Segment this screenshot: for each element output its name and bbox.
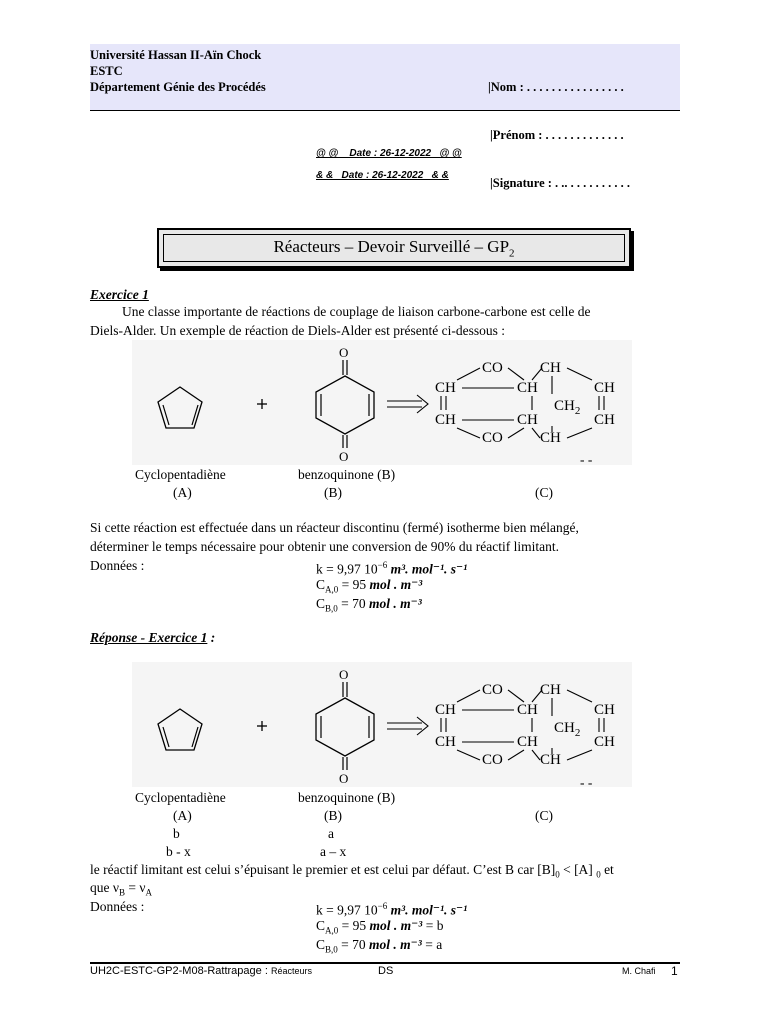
moles-b-remaining: a – x: [320, 844, 347, 859]
product-ch-5: CH: [517, 412, 538, 428]
product-co-top: CO: [482, 682, 503, 698]
reaction-scheme-response: [132, 662, 632, 787]
initial-concentration-a-response: $C_{A,0} = 95$ mol . m⁻³ = b: [316, 918, 444, 936]
department-name: Département Génie des Procédés: [90, 80, 266, 94]
product-ch-5: CH: [517, 734, 538, 750]
footer-course-code: UH2C-ESTC-GP2-M08-Rattrapage : Réacteurs: [90, 965, 312, 977]
label-benzoquinone: benzoquinone (B): [298, 467, 396, 482]
limiting-reactant-line-1: le réactif limitant est celui s’épuisant le premier et est celui par défaut. C’est B car $[B]_0 < [A]$ $_0$ et: [90, 862, 614, 880]
product-ch-2: CH: [517, 702, 538, 718]
product-co-bottom: CO: [482, 430, 503, 446]
date-line-1: @ @ Date : 26-12-2022 @ @: [316, 148, 462, 159]
label-cyclopentadiene-response: Cyclopentadiène: [135, 790, 226, 805]
product-ch-6: CH: [594, 734, 615, 750]
oxygen-top: O: [339, 345, 349, 360]
product-ch-6: CH: [594, 412, 615, 428]
name-field: |Nom : . . . . . . . . . . . . . . . .: [488, 80, 624, 94]
page-number: 1: [671, 964, 678, 978]
product-ch-1: CH: [435, 702, 456, 718]
label-a-response: (A): [173, 808, 192, 823]
footer-type: DS: [378, 965, 394, 977]
exercise-heading: Exercice 1: [90, 287, 149, 302]
header-fields: [488, 47, 630, 207]
signature-field: |Signature : . .. . . . . . . . . . .: [490, 176, 631, 190]
oxygen-bottom: O: [339, 449, 349, 464]
product-ch-3: CH: [594, 702, 615, 718]
firstname-field: |Prénom : . . . . . . . . . . . . .: [490, 128, 624, 142]
page-title: Réacteurs – Devoir Surveillé – $GP_2$: [273, 236, 515, 260]
product-ch2: $CH_2$: [554, 398, 581, 417]
header-institution: [90, 47, 266, 95]
label-c: (C): [535, 485, 553, 500]
rate-constant-response: k = 9,97 $10^{-6}$ m³. mol⁻¹. s⁻¹: [316, 901, 468, 918]
moles-a-remaining: b - x: [166, 844, 191, 859]
university-name: Université Hassan II-Aïn Chock: [90, 48, 262, 62]
data-label: Données :: [90, 558, 145, 573]
question-line-1: Si cette réaction est effectuée dans un réacteur discontinu (fermé) isotherme bien mélangé,: [90, 520, 579, 535]
initial-concentration-b-response: $C_{B,0} = 70$ mol . m⁻³ = a: [316, 937, 443, 955]
product-marker: - -: [580, 452, 593, 467]
product-ch2: $CH_2$: [554, 720, 581, 739]
label-benzoquinone-response: benzoquinone (B): [298, 790, 396, 805]
product-ch-bottom: CH: [540, 752, 561, 768]
product-co-bottom: CO: [482, 752, 503, 768]
response-heading: Réponse - Exercice 1 :: [90, 630, 216, 645]
product-ch-3: CH: [594, 380, 615, 396]
moles-b-initial: a: [328, 826, 334, 841]
title-box: [157, 228, 631, 268]
footer-author: M. Chafi: [622, 966, 656, 976]
product-ch-top: CH: [540, 360, 561, 376]
reaction-scheme-drawing: [132, 340, 632, 465]
product-marker-response: - -: [580, 775, 593, 790]
header-rule: [90, 110, 680, 111]
product-ch-1: CH: [435, 380, 456, 396]
reaction-scheme: [132, 340, 632, 465]
question-line-2: déterminer le temps nécessaire pour obtenir une conversion de 90% du réactif limitant.: [90, 539, 559, 554]
product-ch-top: CH: [540, 682, 561, 698]
initial-concentration-a: $C_{A,0} = 95$ mol . m⁻³: [316, 577, 423, 595]
product-ch-2: CH: [517, 380, 538, 396]
label-c-response: (C): [535, 808, 553, 823]
oxygen-top: O: [339, 667, 349, 682]
data-label-response: Données :: [90, 899, 145, 914]
reaction-scheme-response-drawing: [132, 662, 632, 787]
product-co-top: CO: [482, 360, 503, 376]
intro-line-2: Diels-Alder. Un exemple de réaction de Diels-Alder est présenté ci-dessous :: [90, 323, 505, 338]
product-ch-4: CH: [435, 412, 456, 428]
label-b: (B): [324, 485, 342, 500]
oxygen-bottom: O: [339, 771, 349, 786]
school-name: ESTC: [90, 64, 123, 78]
label-b-response: (B): [324, 808, 342, 823]
label-a: (A): [173, 485, 192, 500]
limiting-reactant-line-2: que $\nu_B = \nu_A$: [90, 880, 152, 898]
label-cyclopentadiene: Cyclopentadiène: [135, 467, 226, 482]
moles-a-initial: b: [173, 826, 180, 841]
footer-rule: [90, 962, 680, 964]
product-ch-4: CH: [435, 734, 456, 750]
intro-line-1: Une classe importante de réactions de couplage de liaison carbone-carbone est celle de: [122, 304, 591, 319]
product-ch-bottom: CH: [540, 430, 561, 446]
initial-concentration-b: $C_{B,0} = 70$ mol . m⁻³: [316, 596, 422, 614]
date-line-2: & & Date : 26-12-2022 & &: [316, 170, 449, 181]
rate-constant: k = 9,97 $10^{-6}$ m³. mol⁻¹. s⁻¹: [316, 560, 468, 577]
